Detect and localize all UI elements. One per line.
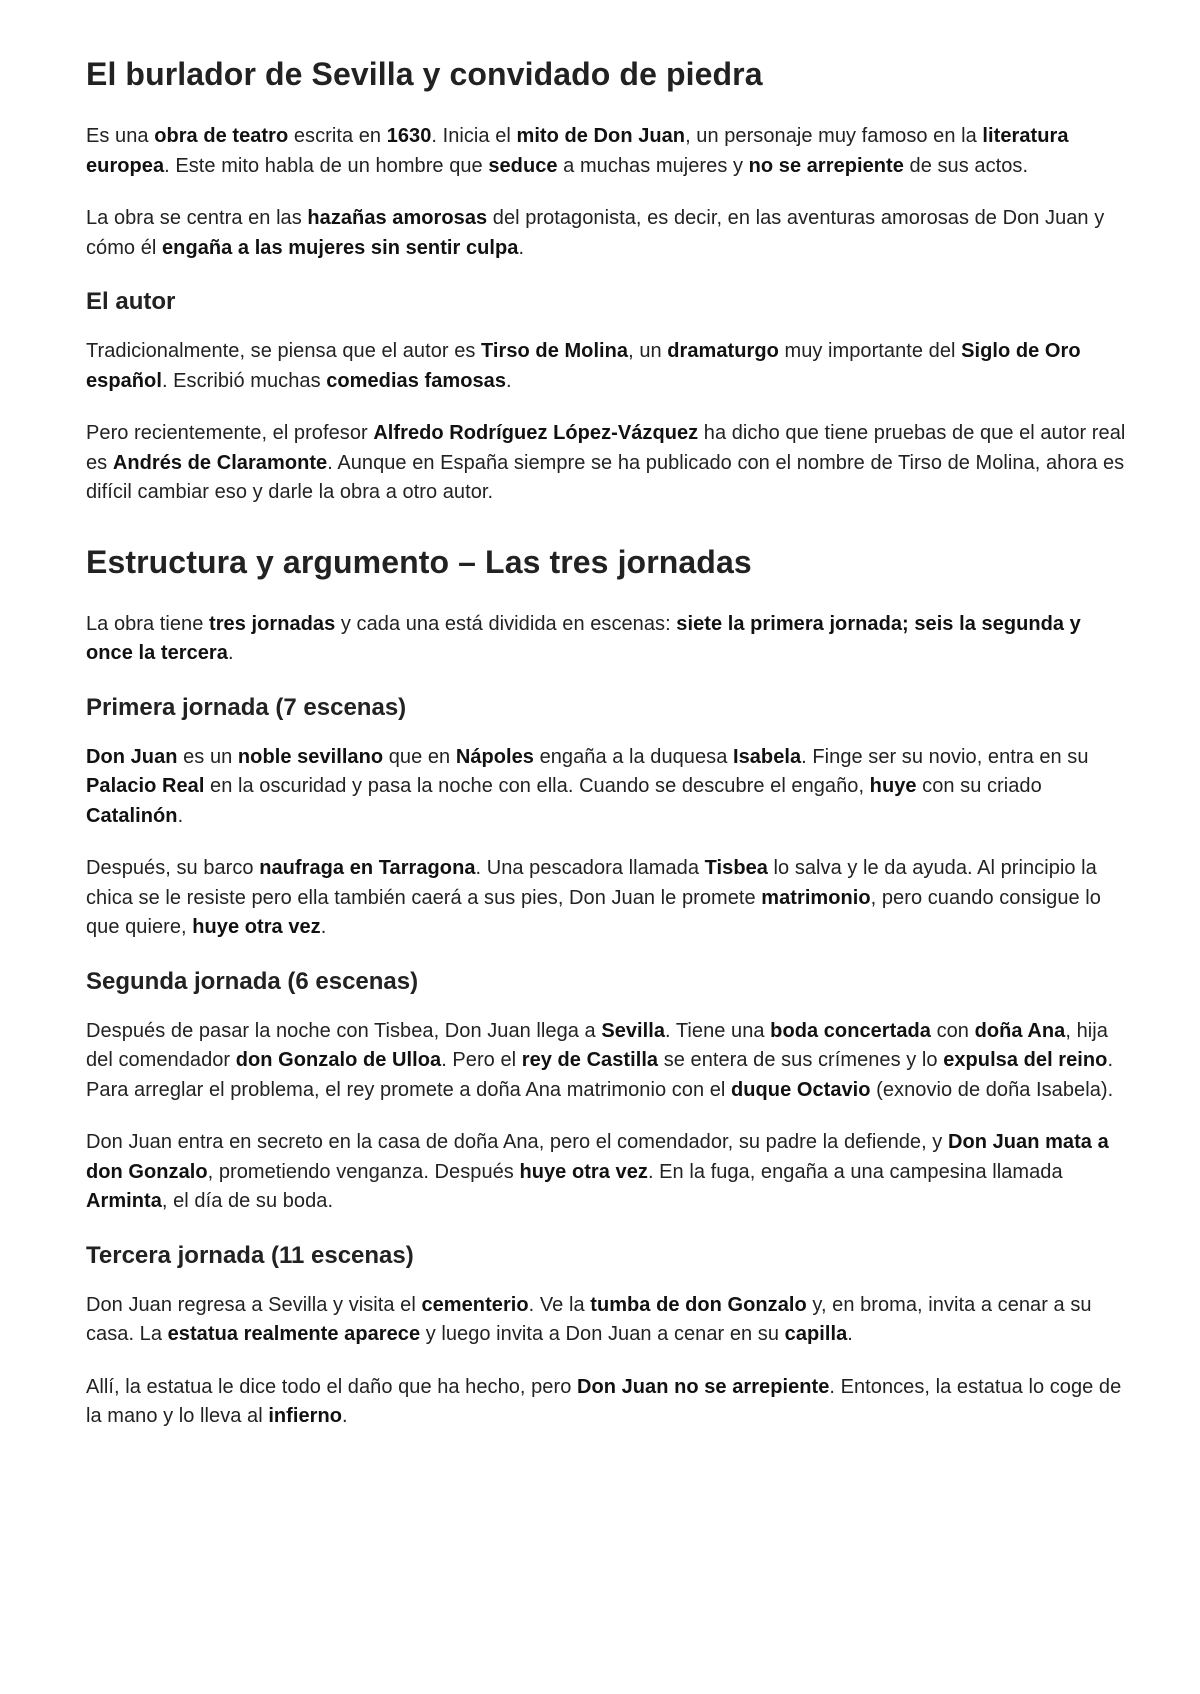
bold-text: Tirso de Molina xyxy=(481,340,629,362)
bold-text: Arminta xyxy=(86,1190,162,1212)
bold-text: Nápoles xyxy=(455,745,534,768)
bold-text: capilla xyxy=(784,1323,848,1345)
structure-title: Estructura y argumento – Las tres jornadas xyxy=(86,543,752,580)
text-run: ha dicho que tiene pruebas de que el autor real es xyxy=(86,422,1126,474)
bold-text: Sevilla xyxy=(601,1019,666,1042)
bold-text: duque Octavio xyxy=(731,1078,871,1101)
page-title: El burlador de Sevilla y convidado de piedra xyxy=(86,56,763,92)
text-run: Don Juan entra en secreto en la casa de doña Ana, pero el comendador, su padre la defiende, y xyxy=(86,1131,948,1153)
paragraph xyxy=(86,610,1126,669)
paragraph xyxy=(86,204,1126,263)
text-run: . Entonces, la estatua lo coge de la mano y lo lleva al xyxy=(86,1375,1122,1427)
text-run: . xyxy=(847,1323,853,1345)
bold-text: huye xyxy=(869,775,917,797)
text-run: que en xyxy=(383,745,456,768)
text-run: . Aunque en España siempre se ha publicado con el nombre de Tirso de Molina, ahora es difícil cambiar eso y darle la obra a otro autor. xyxy=(86,451,1125,503)
bold-text: naufraga en Tarragona xyxy=(259,857,476,879)
bold-text: Don Juan xyxy=(86,745,178,768)
third-act-heading: Tercera jornada (11 escenas) xyxy=(86,1241,414,1269)
text-run: . Este mito habla de un hombre que xyxy=(164,154,489,177)
text-run: . xyxy=(227,642,234,664)
text-run: . xyxy=(342,1405,348,1427)
text-run: en la oscuridad y pasa la noche con ella. Cuando se descubre el engaño, xyxy=(204,775,870,797)
bold-text: huye otra vez xyxy=(192,916,321,938)
document-page xyxy=(86,52,1126,1455)
paragraph xyxy=(86,743,1126,832)
paragraph xyxy=(86,337,1126,396)
text-run: . xyxy=(320,916,327,938)
bold-text: expulsa del reino xyxy=(943,1049,1108,1071)
bold-text: seduce xyxy=(488,154,558,177)
text-run: La obra tiene xyxy=(86,612,210,635)
text-run: del protagonista, es decir, en las aventuras amorosas de Don Juan y cómo él xyxy=(86,207,1105,259)
paragraph xyxy=(86,1373,1126,1432)
bold-text: obra de teatro xyxy=(154,125,289,147)
text-run: (exnovio de doña Isabela). xyxy=(870,1078,1114,1101)
bold-text: 1630 xyxy=(386,125,432,147)
bold-text: matrimonio xyxy=(761,886,871,909)
bold-text: dramaturgo xyxy=(667,340,779,362)
bold-text: engaña a las mujeres sin sentir culpa xyxy=(162,236,519,259)
text-run: se entera de sus crímenes y lo xyxy=(658,1049,944,1071)
bold-text: cementerio xyxy=(421,1293,529,1316)
bold-text: rey de Castilla xyxy=(521,1049,659,1071)
structure-section xyxy=(86,610,1126,669)
text-run: . En la fuga, engaña a una campesina llamada xyxy=(647,1160,1063,1183)
bold-text: tres jornadas xyxy=(209,612,336,635)
bold-text: Don Juan mata a don Gonzalo xyxy=(86,1131,1109,1183)
bold-text: huye otra vez xyxy=(519,1160,648,1183)
bold-text: siete la primera jornada; seis la segunda y once la tercera xyxy=(86,612,1081,664)
text-run: y, en broma, invita a cenar a su casa. La xyxy=(86,1293,1092,1345)
bold-text: Isabela xyxy=(732,745,802,768)
text-run: . Para arreglar el problema, el rey promete a doña Ana matrimonio con el xyxy=(86,1049,1114,1101)
text-run: , hija del comendador xyxy=(86,1019,1108,1071)
bold-text: Palacio Real xyxy=(86,775,205,797)
bold-text: Catalinón xyxy=(86,804,178,827)
text-run: Después de pasar la noche con Tisbea, Don Juan llega a xyxy=(86,1019,602,1042)
paragraph xyxy=(86,419,1126,508)
text-run: muy importante del xyxy=(778,340,962,362)
text-run: a muchas mujeres y xyxy=(557,154,749,177)
bold-text: Don Juan no se arrepiente xyxy=(576,1375,830,1398)
text-run: , un xyxy=(628,340,668,362)
first-act-section xyxy=(86,743,1126,943)
bold-text: Alfredo Rodríguez López-Vázquez xyxy=(373,422,699,444)
author-section xyxy=(86,337,1126,508)
bold-text: tumba de don Gonzalo xyxy=(590,1293,807,1316)
text-run: y luego invita a Don Juan a cenar en su xyxy=(420,1323,785,1345)
text-run: y cada una está dividida en escenas: xyxy=(335,612,677,635)
bold-text: infierno xyxy=(268,1405,343,1427)
bold-text: literatura europea xyxy=(86,125,1069,177)
text-run: . Tiene una xyxy=(665,1019,771,1042)
text-run: . xyxy=(518,236,525,259)
intro-section xyxy=(86,122,1126,263)
text-run: Pero recientemente, el profesor xyxy=(86,422,374,444)
text-run: . Pero el xyxy=(441,1049,522,1071)
text-run: . xyxy=(177,804,184,827)
text-run: con su criado xyxy=(916,775,1042,797)
bold-text: no se arrepiente xyxy=(748,154,904,177)
bold-text: don Gonzalo de Ulloa xyxy=(235,1049,442,1071)
paragraph xyxy=(86,1291,1126,1350)
text-run: . xyxy=(506,369,512,392)
text-run: es un xyxy=(177,745,238,768)
text-run: , un personaje muy famoso en la xyxy=(685,125,983,147)
text-run: engaña a la duquesa xyxy=(533,745,733,768)
paragraph xyxy=(86,854,1126,943)
bold-text: mito de Don Juan xyxy=(516,125,686,147)
text-run: Don Juan regresa a Sevilla y visita el xyxy=(86,1293,422,1316)
bold-text: doña Ana xyxy=(974,1019,1066,1042)
text-run: . Inicia el xyxy=(431,125,517,147)
bold-text: hazañas amorosas xyxy=(307,207,488,229)
text-run: escrita en xyxy=(288,125,387,147)
text-run: lo salva y le da ayuda. Al principio la chica se le resiste pero ella también caerá a sus pies, Don Juan le promete xyxy=(86,857,1097,909)
bold-text: noble sevillano xyxy=(237,745,384,768)
author-heading: El autor xyxy=(86,288,176,315)
third-act-section xyxy=(86,1291,1126,1432)
text-run: Después, su barco xyxy=(86,857,260,879)
bold-text: Siglo de Oro español xyxy=(86,340,1081,392)
text-run: , el día de su boda. xyxy=(161,1190,334,1212)
first-act-heading: Primera jornada (7 escenas) xyxy=(86,693,407,721)
bold-text: boda concertada xyxy=(770,1019,931,1042)
text-run: con xyxy=(930,1019,975,1042)
paragraph xyxy=(86,122,1126,181)
paragraph xyxy=(86,1128,1126,1217)
second-act-heading: Segunda jornada (6 escenas) xyxy=(86,967,419,995)
text-run: . Finge ser su novio, entra en su xyxy=(801,745,1089,768)
bold-text: estatua realmente aparece xyxy=(167,1323,421,1345)
text-run: . Una pescadora llamada xyxy=(475,857,705,879)
second-act-section xyxy=(86,1017,1126,1217)
text-run: de sus actos. xyxy=(903,154,1029,177)
text-run: . Ve la xyxy=(528,1293,591,1316)
bold-text: comedias famosas xyxy=(326,369,507,392)
text-run: , prometiendo venganza. Después xyxy=(207,1160,520,1183)
text-run: . Escribió muchas xyxy=(161,369,327,392)
paragraph xyxy=(86,1017,1126,1106)
bold-text: Tisbea xyxy=(704,857,768,879)
text-run: Allí, la estatua le dice todo el daño que ha hecho, pero xyxy=(86,1375,577,1398)
text-run: Es una xyxy=(86,125,155,147)
text-run: La obra se centra en las xyxy=(86,207,308,229)
text-run: Tradicionalmente, se piensa que el autor es xyxy=(86,340,482,362)
bold-text: Andrés de Claramonte xyxy=(112,451,328,474)
text-run: , pero cuando consigue lo que quiere, xyxy=(86,886,1101,938)
